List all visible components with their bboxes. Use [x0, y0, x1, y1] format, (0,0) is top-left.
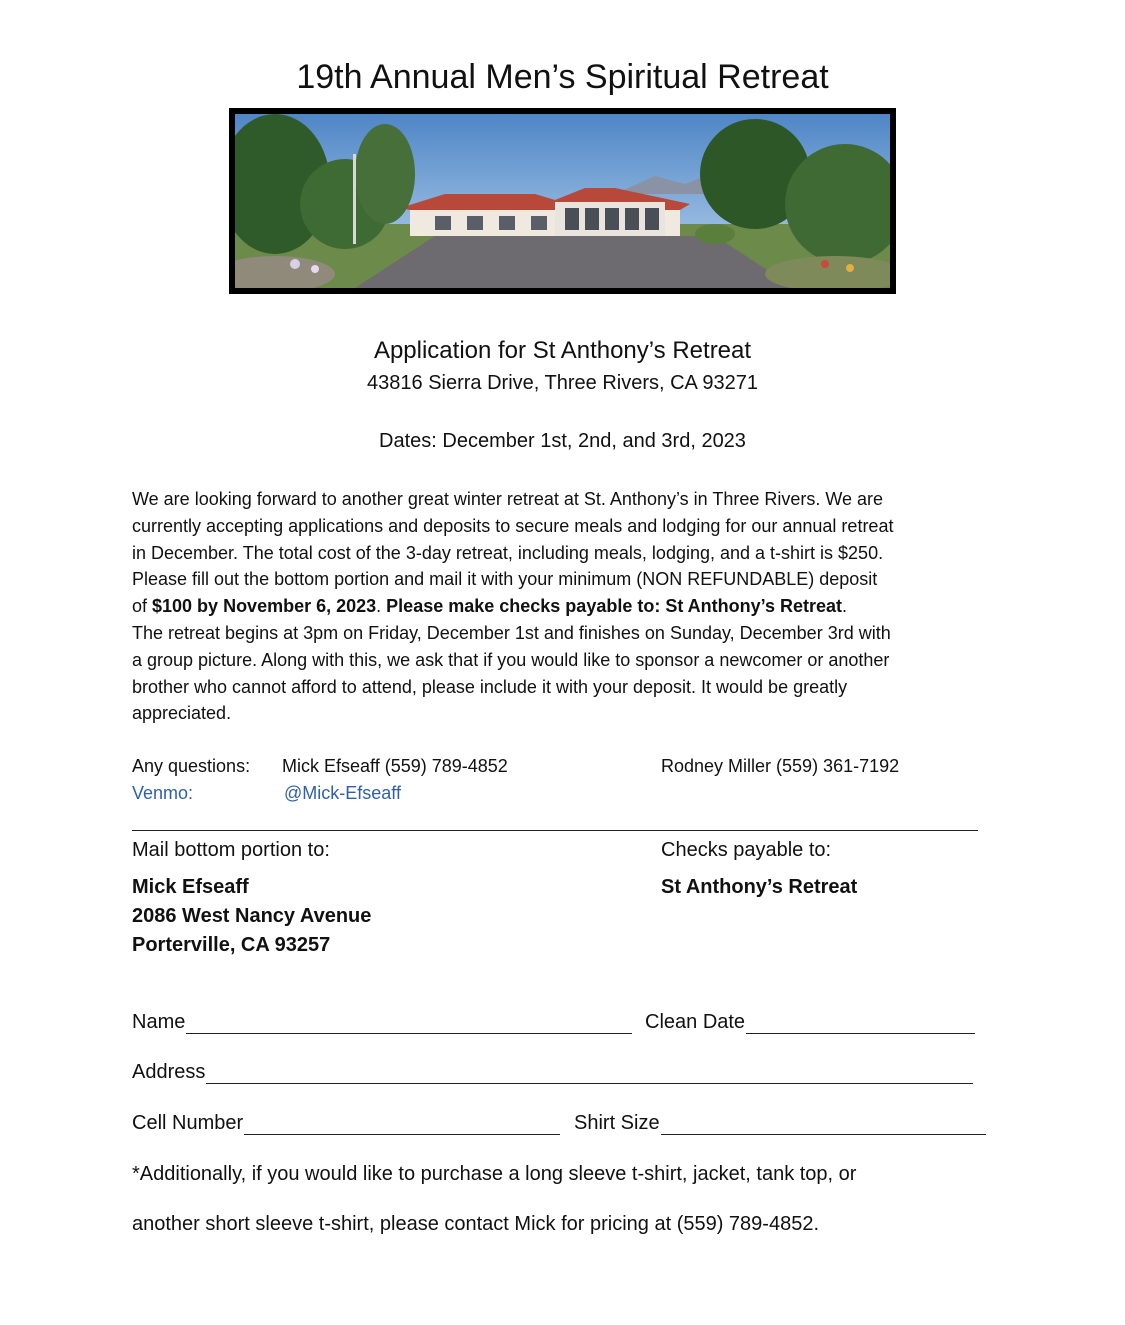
cell-number-field[interactable]: [132, 1112, 560, 1135]
address-label: Address: [132, 1061, 206, 1083]
retreat-building-image: [235, 114, 890, 288]
intro-text: .: [842, 596, 848, 617]
retreat-dates: Dates: December 1st, 2nd, and 3rd, 2023: [379, 430, 746, 452]
cell-number-input-line[interactable]: [244, 1114, 560, 1135]
contact-mick: Mick Efseaff (559) 789-4852: [282, 756, 508, 776]
intro-line: The retreat begins at 3pm on Friday, December 1st and finishes on Sunday, December 3rd with: [132, 622, 891, 643]
mail-label: Mail bottom portion to:: [132, 839, 330, 861]
name-input-line[interactable]: [186, 1013, 632, 1034]
retreat-photo: [229, 108, 896, 294]
deposit-deadline: $100 by November 6, 2023: [152, 596, 377, 617]
intro-line: brother who cannot afford to attend, please include it with your deposit. It would be greatly: [132, 676, 848, 697]
intro-text: .: [376, 596, 387, 617]
name-field[interactable]: [132, 1011, 632, 1034]
address-input-line[interactable]: [206, 1063, 973, 1084]
address-field[interactable]: [132, 1061, 973, 1084]
intro-text: of: [132, 596, 153, 617]
mail-city: Porterville, CA 93257: [132, 934, 331, 956]
intro-line: We are looking forward to another great winter retreat at St. Anthony’s in Three Rivers. We are: [132, 489, 884, 509]
clean-date-field[interactable]: [645, 1011, 975, 1034]
checks-instruction: Please make checks payable to: St Anthony’s Retreat: [386, 596, 843, 617]
name-label: Name: [132, 1011, 186, 1033]
clean-date-label: Clean Date: [645, 1011, 746, 1033]
intro-line: currently accepting applications and deposits to secure meals and lodging for our annual retreat: [132, 515, 894, 536]
intro-line-deposit: [132, 593, 1002, 620]
intro-line: Please fill out the bottom portion and mail it with your minimum (NON REFUNDABLE) deposit: [132, 569, 878, 590]
shirt-size-field[interactable]: [574, 1112, 986, 1135]
venmo-handle-link[interactable]: @Mick-Efseaff: [284, 783, 401, 803]
questions-label: Any questions:: [132, 756, 251, 776]
application-title: Application for St Anthony’s Retreat: [373, 337, 752, 364]
mail-name: Mick Efseaff: [132, 876, 249, 898]
intro-line: in December. The total cost of the 3-day retreat, including meals, lodging, and a t-shirt is $250.: [132, 542, 884, 563]
additional-note-line: *Additionally, if you would like to purchase a long sleeve t-shirt, jacket, tank top, or: [132, 1163, 857, 1185]
venmo-label: Venmo:: [132, 783, 194, 803]
shirt-size-input-line[interactable]: [661, 1114, 986, 1135]
cut-line-divider: [132, 830, 978, 831]
checks-label: Checks payable to:: [661, 839, 832, 861]
page-title: 19th Annual Men’s Spiritual Retreat: [296, 58, 829, 96]
clean-date-input-line[interactable]: [746, 1013, 975, 1034]
intro-line: a group picture. Along with this, we ask that if you would like to sponsor a newcomer or another: [132, 649, 890, 670]
cell-number-label: Cell Number: [132, 1112, 244, 1134]
contact-rodney: Rodney Miller (559) 361-7192: [661, 756, 900, 776]
retreat-address: 43816 Sierra Drive, Three Rivers, CA 93271: [367, 372, 758, 394]
additional-note-line: another short sleeve t-shirt, please contact Mick for pricing at (559) 789-4852.: [132, 1213, 820, 1235]
intro-line: appreciated.: [132, 703, 232, 724]
mail-street: 2086 West Nancy Avenue: [132, 905, 372, 927]
checks-payee: St Anthony’s Retreat: [661, 876, 858, 898]
intro-paragraph: [132, 486, 1002, 727]
shirt-size-label: Shirt Size: [574, 1112, 660, 1134]
